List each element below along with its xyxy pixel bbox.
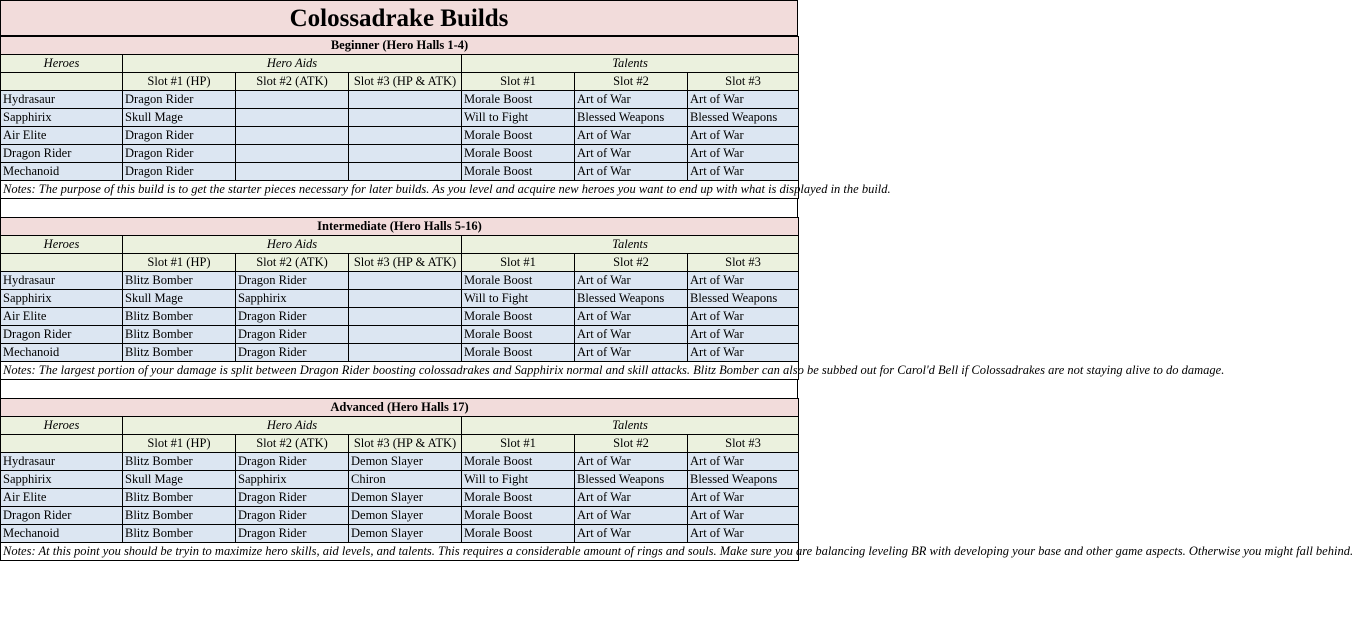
table-cell [349,163,462,181]
table-cell: Art of War [575,525,688,543]
talent-slot-header: Slot #1 [462,435,575,453]
talent-slot-header: Slot #1 [462,254,575,272]
section-title: Intermediate (Hero Halls 5-16) [1,218,799,236]
section-gap [0,199,798,217]
table-cell: Blitz Bomber [123,272,236,290]
table-cell: Demon Slayer [349,453,462,471]
table-cell: Morale Boost [462,344,575,362]
table-cell: Art of War [688,91,799,109]
table-cell: Blessed Weapons [688,109,799,127]
table-cell: Dragon Rider [236,489,349,507]
table-cell: Sapphirix [1,471,123,489]
section-notes: Notes: The purpose of this build is to get the starter pieces necessary for later builds. As you level and acquire new heroes you want to end up with what is displayed in the build. [1,181,799,199]
table-cell: Dragon Rider [236,308,349,326]
table-cell [349,344,462,362]
table-cell [236,145,349,163]
talent-slot-header: Slot #3 [688,73,799,91]
hero-row-air-elite [1,127,799,145]
table-cell [236,163,349,181]
hero-row-mechanoid [1,163,799,181]
aid-slot-header: Slot #1 (HP) [123,73,236,91]
table-cell: Art of War [688,145,799,163]
hero-row-sapphirix [1,290,799,308]
table-cell: Dragon Rider [236,326,349,344]
aid-slot-header: Slot #1 (HP) [123,435,236,453]
table-cell: Dragon Rider [236,525,349,543]
table-cell [349,127,462,145]
table-cell: Air Elite [1,127,123,145]
build-table-1 [0,217,1225,380]
section-title: Beginner (Hero Halls 1-4) [1,37,799,55]
table-cell: Blessed Weapons [688,471,799,489]
table-cell: Blitz Bomber [123,507,236,525]
blank-header-cell [1,73,123,91]
table-cell: Skull Mage [123,290,236,308]
table-cell: Morale Boost [462,91,575,109]
table-cell: Art of War [688,489,799,507]
table-cell: Demon Slayer [349,489,462,507]
hero-row-sapphirix [1,109,799,127]
table-cell: Mechanoid [1,344,123,362]
table-cell: Hydrasaur [1,91,123,109]
table-cell: Skull Mage [123,109,236,127]
table-cell: Morale Boost [462,145,575,163]
hero-aids-header: Hero Aids [123,417,462,435]
table-cell [349,326,462,344]
sheet-title: Colossadrake Builds [0,0,798,36]
table-cell: Dragon Rider [123,163,236,181]
table-cell: Chiron [349,471,462,489]
heroes-header: Heroes [1,55,123,73]
blank-header-cell [1,254,123,272]
talent-slot-header: Slot #3 [688,435,799,453]
table-cell: Art of War [688,525,799,543]
build-table-0 [0,36,891,199]
table-cell [349,290,462,308]
table-cell: Dragon Rider [123,145,236,163]
table-cell: Dragon Rider [123,91,236,109]
hero-aids-header: Hero Aids [123,55,462,73]
table-cell [349,109,462,127]
hero-row-sapphirix [1,471,799,489]
table-cell: Morale Boost [462,163,575,181]
blank-header-cell [1,435,123,453]
aid-slot-header: Slot #2 (ATK) [236,435,349,453]
table-cell: Skull Mage [123,471,236,489]
table-cell: Blitz Bomber [123,489,236,507]
hero-row-air-elite [1,308,799,326]
table-cell: Art of War [688,326,799,344]
table-cell: Art of War [688,272,799,290]
hero-row-hydrasaur [1,91,799,109]
table-cell [236,91,349,109]
table-cell: Air Elite [1,489,123,507]
talent-slot-header: Slot #2 [575,435,688,453]
table-cell: Mechanoid [1,163,123,181]
table-cell: Will to Fight [462,290,575,308]
hero-row-hydrasaur [1,453,799,471]
table-cell: Dragon Rider [236,507,349,525]
aid-slot-header: Slot #1 (HP) [123,254,236,272]
hero-row-mechanoid [1,344,799,362]
aid-slot-header: Slot #3 (HP & ATK) [349,254,462,272]
table-cell: Sapphirix [1,290,123,308]
hero-aids-header: Hero Aids [123,236,462,254]
table-cell: Blessed Weapons [575,109,688,127]
table-cell: Hydrasaur [1,272,123,290]
section-notes: Notes: The largest portion of your damage is split between Dragon Rider boosting colossadrakes and Sapphirix normal and skill attacks. Blitz Bomber can also be subbed out for Carol'd Bell if Colossadrakes are not staying alive to do damage. [1,362,799,380]
talent-slot-header: Slot #2 [575,73,688,91]
talents-header: Talents [462,417,799,435]
table-cell: Dragon Rider [1,145,123,163]
table-cell: Blitz Bomber [123,308,236,326]
table-cell: Art of War [688,308,799,326]
table-cell: Blitz Bomber [123,453,236,471]
aid-slot-header: Slot #2 (ATK) [236,254,349,272]
talent-slot-header: Slot #2 [575,254,688,272]
table-cell [349,91,462,109]
table-cell: Will to Fight [462,109,575,127]
table-cell: Art of War [575,489,688,507]
table-cell: Art of War [575,145,688,163]
table-cell: Blitz Bomber [123,344,236,362]
table-cell: Art of War [688,453,799,471]
hero-row-mechanoid [1,525,799,543]
table-cell: Morale Boost [462,507,575,525]
section-gap [0,380,798,398]
table-cell: Blessed Weapons [575,290,688,308]
aid-slot-header: Slot #3 (HP & ATK) [349,73,462,91]
table-cell: Art of War [575,127,688,145]
table-cell: Morale Boost [462,453,575,471]
aid-slot-header: Slot #2 (ATK) [236,73,349,91]
table-cell [236,127,349,145]
heroes-header: Heroes [1,236,123,254]
hero-row-air-elite [1,489,799,507]
talents-header: Talents [462,55,799,73]
table-cell: Art of War [575,91,688,109]
talents-header: Talents [462,236,799,254]
table-cell: Blitz Bomber [123,525,236,543]
talent-slot-header: Slot #3 [688,254,799,272]
table-cell: Art of War [688,127,799,145]
table-cell: Art of War [688,507,799,525]
build-sections [0,36,1353,561]
table-cell: Blessed Weapons [575,471,688,489]
table-cell: Hydrasaur [1,453,123,471]
table-cell [349,272,462,290]
table-cell: Dragon Rider [1,507,123,525]
table-cell: Morale Boost [462,127,575,145]
build-table-2 [0,398,1353,561]
table-cell: Dragon Rider [1,326,123,344]
section-title: Advanced (Hero Halls 17) [1,399,799,417]
table-cell: Dragon Rider [236,272,349,290]
table-cell: Demon Slayer [349,525,462,543]
table-cell: Morale Boost [462,489,575,507]
table-cell [349,145,462,163]
table-cell: Dragon Rider [123,127,236,145]
table-cell: Mechanoid [1,525,123,543]
table-cell: Demon Slayer [349,507,462,525]
table-cell: Dragon Rider [236,344,349,362]
talent-slot-header: Slot #1 [462,73,575,91]
table-cell: Art of War [688,163,799,181]
table-cell: Art of War [575,163,688,181]
table-cell: Morale Boost [462,308,575,326]
table-cell: Art of War [575,344,688,362]
table-cell: Art of War [575,308,688,326]
table-cell: Sapphirix [236,471,349,489]
hero-row-dragon-rider [1,507,799,525]
table-cell: Morale Boost [462,326,575,344]
table-cell: Art of War [575,453,688,471]
table-cell: Sapphirix [236,290,349,308]
table-cell: Morale Boost [462,272,575,290]
table-cell: Air Elite [1,308,123,326]
heroes-header: Heroes [1,417,123,435]
hero-row-dragon-rider [1,326,799,344]
table-cell [349,308,462,326]
table-cell: Art of War [688,344,799,362]
table-cell: Blitz Bomber [123,326,236,344]
table-cell: Dragon Rider [236,453,349,471]
table-cell: Will to Fight [462,471,575,489]
hero-row-hydrasaur [1,272,799,290]
table-cell: Art of War [575,326,688,344]
table-cell: Art of War [575,507,688,525]
table-cell: Art of War [575,272,688,290]
table-cell: Blessed Weapons [688,290,799,308]
hero-row-dragon-rider [1,145,799,163]
table-cell: Sapphirix [1,109,123,127]
table-cell [236,109,349,127]
table-cell: Morale Boost [462,525,575,543]
section-notes: Notes: At this point you should be tryin to maximize hero skills, aid levels, and talents. This requires a considerable amount of rings and souls. Make sure you are balancing leveling BR with developing your base and other game aspects. Otherwise you might fall behind. [1,543,799,561]
aid-slot-header: Slot #3 (HP & ATK) [349,435,462,453]
